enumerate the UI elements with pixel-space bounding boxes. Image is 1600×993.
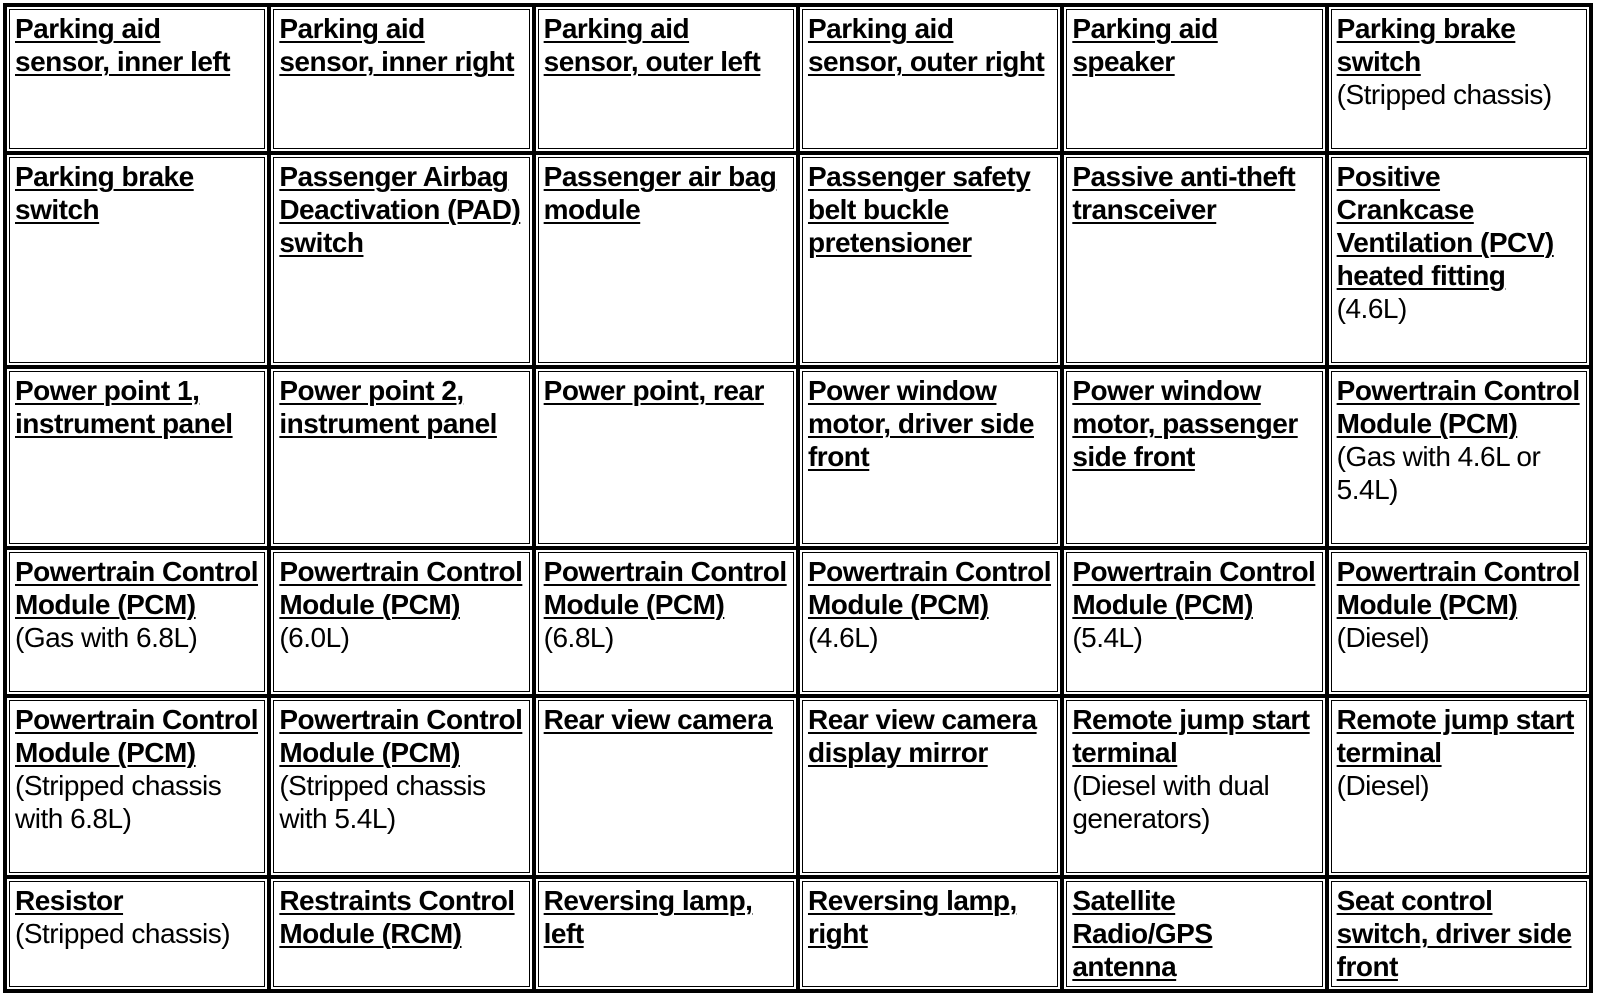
- component-link[interactable]: Powertrain Control Module (PCM): [279, 704, 523, 768]
- component-link[interactable]: Power point 1, instrument panel: [15, 375, 233, 439]
- component-link[interactable]: Parking aid sensor, inner left: [15, 13, 231, 77]
- table-row: [7, 7, 1589, 151]
- component-link[interactable]: Remote jump start terminal: [1336, 704, 1574, 768]
- component-index-table-wrapper: [3, 3, 1593, 983]
- component-link[interactable]: Power window motor, driver side front: [807, 375, 1034, 472]
- table-cell: [271, 155, 531, 365]
- table-cell: [271, 698, 531, 875]
- component-link[interactable]: Power point, rear: [543, 375, 764, 406]
- table-cell: [7, 155, 267, 365]
- component-link[interactable]: Positive Crankcase Ventilation (PCV) heated fitting: [1336, 161, 1554, 291]
- component-link[interactable]: Powertrain Control Module (PCM): [1072, 556, 1316, 620]
- component-link[interactable]: Parking brake switch: [1336, 13, 1516, 77]
- table-row: [7, 879, 1589, 989]
- component-link[interactable]: Reversing lamp, right: [807, 885, 1017, 949]
- table-cell: [536, 155, 796, 365]
- component-link[interactable]: Reversing lamp, left: [543, 885, 753, 949]
- table-cell: [536, 7, 796, 151]
- component-note: (Stripped chassis): [1336, 79, 1552, 110]
- table-row: [7, 698, 1589, 875]
- component-link[interactable]: Parking aid sensor, outer right: [807, 13, 1045, 77]
- table-cell: [1329, 550, 1589, 694]
- component-index-table: [3, 3, 1593, 993]
- table-cell: [800, 155, 1060, 365]
- component-link[interactable]: Parking aid sensor, outer left: [543, 13, 761, 77]
- table-cell: [1329, 369, 1589, 546]
- table-cell: [7, 698, 267, 875]
- table-row: [7, 155, 1589, 365]
- component-link[interactable]: Powertrain Control Module (PCM): [1336, 375, 1580, 439]
- table-cell: [7, 879, 267, 989]
- component-link[interactable]: Passenger air bag module: [543, 161, 777, 225]
- table-cell: [800, 550, 1060, 694]
- table-cell: [800, 698, 1060, 875]
- component-note: (Diesel): [1336, 770, 1430, 801]
- component-link[interactable]: Seat control switch, driver side front: [1336, 885, 1572, 982]
- component-link[interactable]: Powertrain Control Module (PCM): [543, 556, 787, 620]
- component-note: (6.8L): [543, 622, 614, 653]
- component-link[interactable]: Passenger safety belt buckle pretensioner: [807, 161, 1031, 258]
- table-cell: [1064, 550, 1324, 694]
- table-cell: [536, 698, 796, 875]
- component-note: (4.6L): [807, 622, 879, 653]
- table-cell: [1329, 7, 1589, 151]
- component-note: (Diesel): [1336, 622, 1430, 653]
- component-link[interactable]: Powertrain Control Module (PCM): [15, 704, 259, 768]
- table-cell: [800, 879, 1060, 989]
- table-row: [7, 369, 1589, 546]
- table-cell: [271, 369, 531, 546]
- component-link[interactable]: Parking aid speaker: [1072, 13, 1218, 77]
- component-link[interactable]: Remote jump start terminal: [1072, 704, 1310, 768]
- table-cell: [1329, 155, 1589, 365]
- table-cell: [800, 369, 1060, 546]
- component-note: (Stripped chassis with 5.4L): [279, 770, 486, 834]
- component-link[interactable]: Rear view camera: [543, 704, 773, 735]
- component-link[interactable]: Powertrain Control Module (PCM): [1336, 556, 1580, 620]
- component-note: (5.4L): [1072, 622, 1143, 653]
- table-cell: [536, 369, 796, 546]
- component-link[interactable]: Passive anti-theft transceiver: [1072, 161, 1296, 225]
- component-link[interactable]: Powertrain Control Module (PCM): [15, 556, 259, 620]
- table-cell: [536, 879, 796, 989]
- table-cell: [1064, 7, 1324, 151]
- table-cell: [7, 7, 267, 151]
- table-cell: [271, 550, 531, 694]
- component-link[interactable]: Powertrain Control Module (PCM): [279, 556, 523, 620]
- table-cell: [271, 879, 531, 989]
- component-link[interactable]: Restraints Control Module (RCM): [279, 885, 515, 949]
- table-cell: [536, 550, 796, 694]
- table-cell: [1329, 879, 1589, 989]
- table-row: [7, 550, 1589, 694]
- component-note: (Stripped chassis with 6.8L): [15, 770, 222, 834]
- component-note: (Gas with 6.8L): [15, 622, 198, 653]
- component-note: (4.6L): [1336, 293, 1407, 324]
- component-note: (Gas with 4.6L or 5.4L): [1336, 441, 1541, 505]
- table-cell: [7, 550, 267, 694]
- component-link[interactable]: Resistor: [15, 885, 124, 916]
- component-note: (Stripped chassis): [15, 918, 231, 949]
- table-cell: [1064, 698, 1324, 875]
- component-link[interactable]: Satellite Radio/GPS antenna: [1072, 885, 1213, 982]
- table-cell: [1064, 879, 1324, 989]
- table-cell: [800, 7, 1060, 151]
- component-link[interactable]: Powertrain Control Module (PCM): [807, 556, 1051, 620]
- component-link[interactable]: Passenger Airbag Deactivation (PAD) switch: [279, 161, 521, 258]
- table-cell: [271, 7, 531, 151]
- table-cell: [1064, 369, 1324, 546]
- component-link[interactable]: Power point 2, instrument panel: [279, 375, 497, 439]
- table-cell: [1329, 698, 1589, 875]
- component-note: (6.0L): [279, 622, 350, 653]
- component-link[interactable]: Power window motor, passenger side front: [1072, 375, 1298, 472]
- component-note: (Diesel with dual generators): [1072, 770, 1270, 834]
- table-cell: [7, 369, 267, 546]
- component-link[interactable]: Parking brake switch: [15, 161, 194, 225]
- table-cell: [1064, 155, 1324, 365]
- component-link[interactable]: Rear view camera display mirror: [807, 704, 1037, 768]
- component-link[interactable]: Parking aid sensor, inner right: [279, 13, 515, 77]
